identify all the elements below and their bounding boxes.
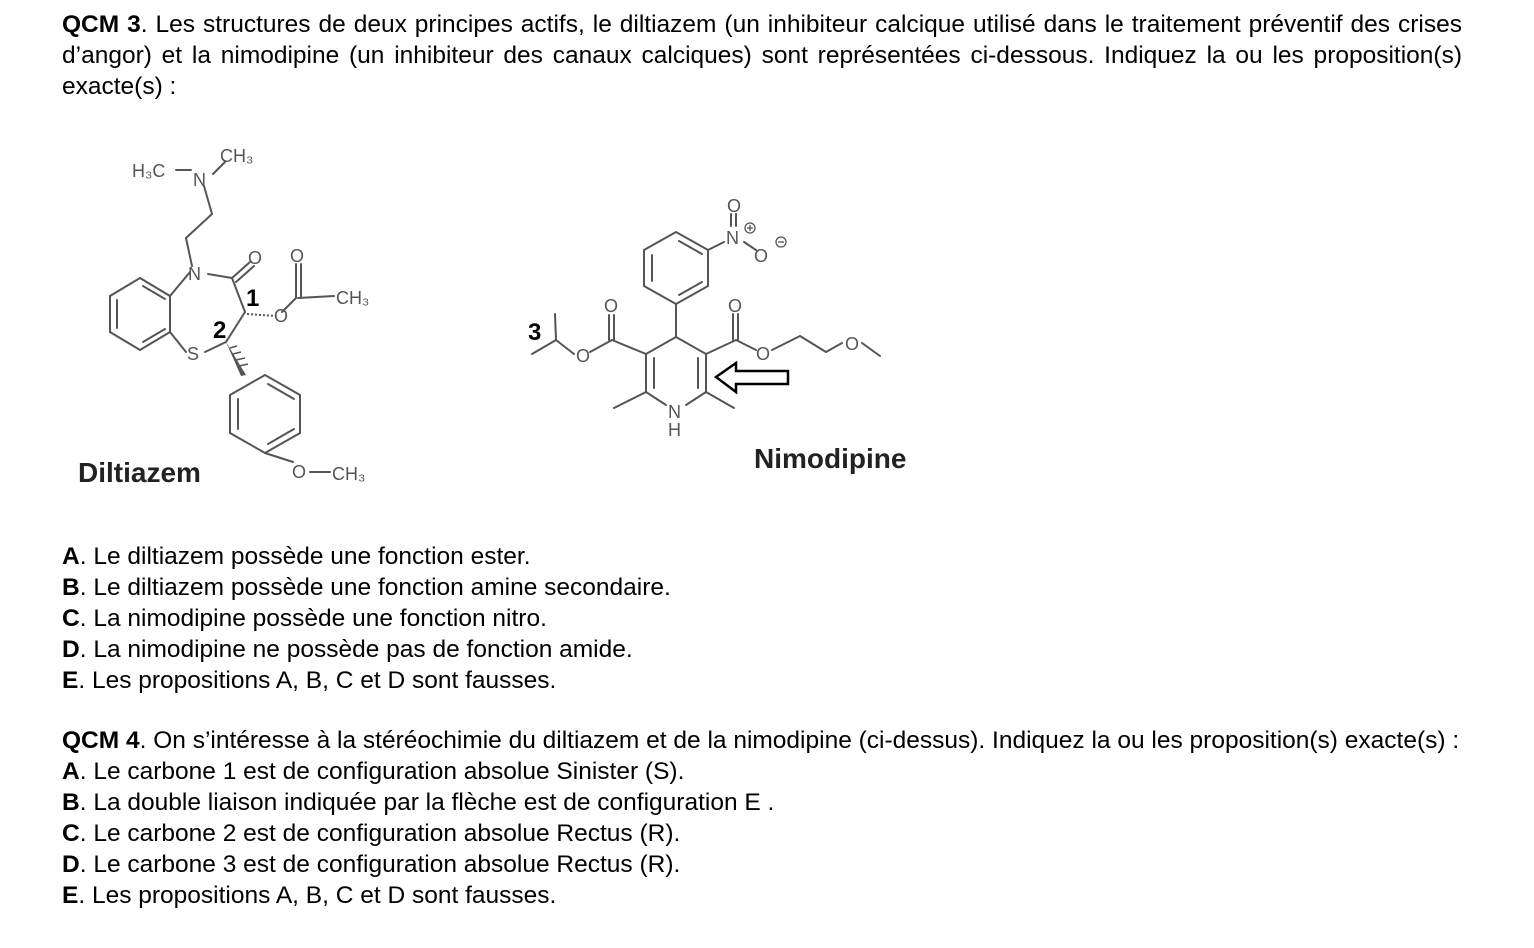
- qcm3-option-e: E. Les propositions A, B, C et D sont fausses.: [62, 667, 557, 694]
- atom-h-dihydropyridine: H: [668, 420, 681, 440]
- atom-n-ring: N: [188, 264, 201, 284]
- qcm3-option-c: C. La nimodipine possède une fonction nitro.: [62, 605, 547, 632]
- qcm4-option-b: B. La double liaison indiquée par la flèche est de configuration E .: [62, 789, 775, 816]
- atom-ch3-methoxy: CH₃: [332, 464, 366, 484]
- qcm4-stem: [62, 725, 1462, 756]
- atom-o-carbonyl: O: [290, 246, 305, 266]
- atom-o-nitro-top: O: [727, 196, 742, 216]
- atom-o-ester: O: [274, 306, 289, 326]
- atom-o-keto: O: [248, 248, 263, 268]
- atom-o-ether: O: [845, 334, 860, 354]
- atom-o-right-ester: O: [756, 344, 771, 364]
- atom-s-ring: S: [187, 344, 200, 364]
- atom-o-left-carbonyl: O: [604, 296, 619, 316]
- double-bond-arrow-icon: [716, 363, 788, 392]
- qcm3-label: QCM 3: [62, 11, 141, 38]
- qcm3-options: [62, 541, 1462, 696]
- qcm4-option-e: E. Les propositions A, B, C et D sont fausses.: [62, 882, 557, 909]
- atom-o-left-ester: O: [576, 346, 591, 366]
- atom-ch3-acetyl: CH₃: [336, 288, 370, 308]
- qcm3-intro: . Les structures de deux principes actifs, le diltiazem (un inhibiteur calcique utilisé dans le traitement préventif des crises d’angor) et la nimodipine (un inhibiteur des canaux calciques) sont représentées ci-dessous. Indiquez la ou les proposition(s) exacte(s) :: [62, 11, 1462, 100]
- qcm3-option-d: D. La nimodipine ne possède pas de fonction amide.: [62, 636, 633, 663]
- atom-h3c: H₃C: [132, 161, 166, 181]
- qcm4-option-d: D. Le carbone 3 est de configuration absolue Rectus (R).: [62, 851, 681, 878]
- atom-n-nitro: N: [726, 228, 739, 248]
- qcm4-option-c: C. Le carbone 2 est de configuration absolue Rectus (R).: [62, 820, 681, 847]
- nimodipine-caption: Nimodipine: [754, 443, 907, 474]
- qcm4-option-a: A. Le carbone 1 est de configuration absolue Sinister (S).: [62, 758, 685, 785]
- atom-o-nitro-minus: O: [754, 246, 769, 266]
- carbon-3-label: 3: [528, 319, 542, 346]
- diltiazem-caption: Diltiazem: [78, 457, 201, 488]
- carbon-2-label: 2: [213, 317, 227, 344]
- qcm3-option-b: B. Le diltiazem possède une fonction amine secondaire.: [62, 574, 671, 601]
- atom-n-dihydropyridine: N: [668, 402, 681, 422]
- carbon-1-label: 1: [246, 285, 260, 312]
- qcm4-label: QCM 4: [62, 727, 140, 754]
- atom-ch3-amine: CH₃: [220, 146, 254, 166]
- qcm4-intro: . On s’intéresse à la stéréochimie du diltiazem et de la nimodipine (ci-dessus). Indiquez la ou les proposition(s) exacte(s) :: [139, 727, 1460, 754]
- qcm4-question: [62, 725, 1462, 911]
- atom-o-methoxy: O: [292, 462, 307, 482]
- atom-n-amine: N: [193, 170, 206, 190]
- atom-o-right-carbonyl: O: [728, 296, 743, 316]
- qcm3-option-a: A. Le diltiazem possède une fonction ester.: [62, 543, 531, 570]
